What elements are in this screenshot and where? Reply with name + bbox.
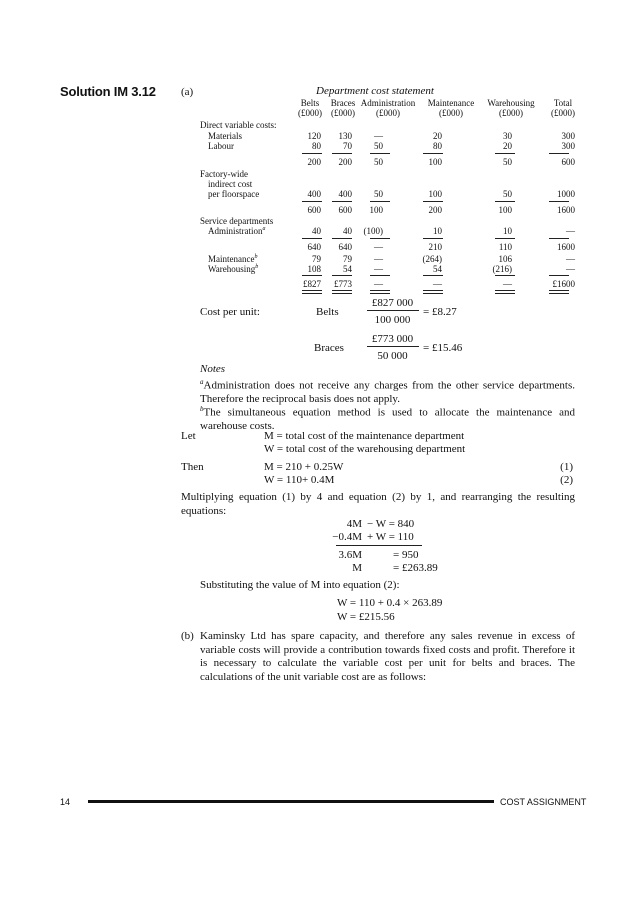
table-cell: 400 bbox=[307, 189, 321, 199]
braces-denominator: 50 000 bbox=[377, 350, 408, 362]
table-cell: 640 bbox=[338, 242, 352, 252]
belts-fraction-bar bbox=[367, 310, 419, 311]
part-a-label: (a) bbox=[181, 86, 194, 98]
subtotal-rule bbox=[549, 153, 569, 154]
section-service-departments: Service departments bbox=[200, 216, 274, 226]
total-double-rule bbox=[332, 290, 352, 294]
solve-line4-left: M bbox=[352, 562, 362, 574]
subtotal-rule bbox=[495, 275, 515, 276]
solve-sum-rule bbox=[336, 545, 422, 546]
table-cell: 100 bbox=[428, 189, 442, 199]
cost-per-unit-label: Cost per unit: bbox=[200, 306, 260, 318]
table-cell: 80 bbox=[433, 141, 442, 151]
table-cell: 200 bbox=[428, 205, 442, 215]
solution-heading: Solution IM 3.12 bbox=[60, 84, 156, 99]
table-cell: (264) bbox=[422, 254, 442, 264]
footer-rule bbox=[88, 800, 494, 803]
let-label: Let bbox=[181, 430, 196, 442]
table-cell: 106 bbox=[498, 254, 512, 264]
table-cell: 50 bbox=[503, 157, 512, 167]
table-cell: 600 bbox=[561, 157, 575, 167]
table-cell: 640 bbox=[307, 242, 321, 252]
total-double-rule bbox=[423, 290, 443, 294]
table-cell: 50 bbox=[374, 157, 383, 167]
table-cell: £827 bbox=[303, 279, 321, 289]
table-cell: — bbox=[566, 264, 575, 274]
table-cell: 79 bbox=[312, 254, 321, 264]
solve-line2-left: −0.4M bbox=[332, 531, 362, 543]
part-b-label: (b) bbox=[181, 630, 194, 642]
braces-numerator: £773 000 bbox=[371, 333, 414, 345]
m-definition: M = total cost of the maintenance department bbox=[264, 430, 465, 442]
row-label-floorspace: per floorspace bbox=[208, 189, 260, 199]
table-cell: — bbox=[374, 242, 383, 252]
table-cell: 1000 bbox=[557, 189, 575, 199]
table-cell: 50 bbox=[503, 189, 512, 199]
braces-result: = £15.46 bbox=[423, 342, 463, 354]
multiply-text: Multiplying equation (1) by 4 and equation (2) by 1, and rearranging the resulting equations: bbox=[181, 491, 575, 517]
w-definition: W = total cost of the warehousing department bbox=[264, 443, 466, 455]
belts-result: = £8.27 bbox=[423, 306, 457, 318]
belts-label: Belts bbox=[316, 306, 339, 318]
table-cell: 20 bbox=[433, 131, 442, 141]
table-cell: 130 bbox=[338, 131, 352, 141]
total-double-rule bbox=[370, 290, 390, 294]
solve-line2-right: + W = 110 bbox=[367, 531, 414, 543]
subtotal-rule bbox=[423, 238, 443, 239]
subtotal-rule bbox=[302, 238, 322, 239]
table-cell: 300 bbox=[561, 141, 575, 151]
table-cell: 10 bbox=[503, 226, 512, 236]
table-cell: 20 bbox=[503, 141, 512, 151]
subtotal-rule bbox=[549, 275, 569, 276]
table-cell: 79 bbox=[343, 254, 352, 264]
subtotal-rule bbox=[423, 153, 443, 154]
subtotal-rule bbox=[495, 201, 515, 202]
subtotal-rule bbox=[332, 238, 352, 239]
table-cell: 108 bbox=[307, 264, 321, 274]
table-cell: 300 bbox=[561, 131, 575, 141]
table-cell: 120 bbox=[307, 131, 321, 141]
subtotal-rule bbox=[549, 201, 569, 202]
table-cell: — bbox=[433, 279, 442, 289]
col-unit-administration: (£000) bbox=[376, 108, 400, 118]
page-number: 14 bbox=[60, 797, 71, 807]
table-cell: 600 bbox=[307, 205, 321, 215]
subtotal-rule bbox=[332, 153, 352, 154]
equation-2: W = 110+ 0.4M bbox=[264, 474, 335, 486]
table-cell: 10 bbox=[433, 226, 442, 236]
footer-section-title: COST ASSIGNMENT bbox=[500, 797, 587, 807]
col-unit-warehousing: (£000) bbox=[499, 108, 523, 118]
col-header-total: Total bbox=[553, 98, 573, 108]
subtotal-rule bbox=[495, 153, 515, 154]
table-cell: £1600 bbox=[552, 279, 575, 289]
table-cell: — bbox=[566, 254, 575, 264]
subtotal-rule bbox=[370, 201, 390, 202]
col-unit-total: (£000) bbox=[551, 108, 575, 118]
section-factory-wide: Factory-wide bbox=[200, 169, 248, 179]
col-header-warehousing: Warehousing bbox=[487, 98, 535, 108]
col-header-belts: Belts bbox=[300, 98, 320, 108]
substituting-text: Substituting the value of M into equation (2): bbox=[200, 579, 400, 591]
subtotal-rule bbox=[332, 201, 352, 202]
subtotal-rule bbox=[302, 275, 322, 276]
table-cell: — bbox=[374, 279, 383, 289]
table-cell: 400 bbox=[338, 189, 352, 199]
solve-line3-left: 3.6M bbox=[338, 549, 362, 561]
table-cell: (100) bbox=[363, 226, 383, 236]
table-cell: 40 bbox=[343, 226, 352, 236]
w-calculation-1: W = 110 + 0.4 × 263.89 bbox=[337, 597, 443, 609]
subtotal-rule bbox=[495, 238, 515, 239]
col-unit-maintenance: (£000) bbox=[439, 108, 463, 118]
row-label-administration: Administration$^a$ bbox=[208, 226, 266, 236]
belts-numerator: £827 000 bbox=[371, 297, 414, 309]
table-cell: 200 bbox=[338, 157, 352, 167]
note-a: $^a$Administration does not receive any charges from the other service departments. Therefore the reciprocal basis does not apply. bbox=[200, 378, 575, 406]
col-header-administration: Administration bbox=[360, 98, 416, 108]
part-b-text: Kaminsky Ltd has spare capacity, and therefore any sales revenue in excess of variable costs will provide a contribution towards fixed costs and profit. Therefore it is necessary to calculate the variable cost per unit for belts and braces. The calculations of the unit variable cost are as follows: bbox=[200, 630, 575, 683]
table-cell: 30 bbox=[503, 131, 512, 141]
subtotal-rule bbox=[423, 275, 443, 276]
braces-fraction-bar bbox=[367, 346, 419, 347]
subtotal-rule bbox=[549, 238, 569, 239]
solve-line1-left: 4M bbox=[346, 518, 362, 530]
table-cell: 200 bbox=[307, 157, 321, 167]
statement-title: Department cost statement bbox=[316, 85, 434, 97]
solve-line4-right: = £263.89 bbox=[393, 562, 438, 574]
table-cell: — bbox=[503, 279, 512, 289]
row-label-labour: Labour bbox=[208, 141, 234, 151]
subtotal-rule bbox=[370, 275, 390, 276]
table-cell: £773 bbox=[334, 279, 352, 289]
table-cell: 50 bbox=[374, 189, 383, 199]
table-cell: 1600 bbox=[557, 242, 575, 252]
col-header-braces: Braces bbox=[330, 98, 356, 108]
table-cell: 100 bbox=[428, 157, 442, 167]
table-cell: — bbox=[374, 264, 383, 274]
subtotal-rule bbox=[302, 201, 322, 202]
subtotal-rule bbox=[423, 201, 443, 202]
table-cell: — bbox=[374, 254, 383, 264]
row-label-materials: Materials bbox=[208, 131, 242, 141]
then-label: Then bbox=[181, 461, 204, 473]
section-indirect-cost: indirect cost bbox=[208, 179, 253, 189]
subtotal-rule bbox=[370, 238, 390, 239]
belts-denominator: 100 000 bbox=[374, 314, 411, 326]
table-cell: 210 bbox=[428, 242, 442, 252]
w-calculation-2: W = £215.56 bbox=[337, 611, 395, 623]
table-cell: 600 bbox=[338, 205, 352, 215]
col-unit-belts: (£000) bbox=[298, 108, 322, 118]
note-b: $^b$The simultaneous equation method is used to allocate the maintenance and warehouse costs. bbox=[200, 405, 575, 433]
equation-2-number: (2) bbox=[560, 474, 573, 486]
braces-label: Braces bbox=[314, 342, 344, 354]
solve-line3-right: = 950 bbox=[393, 549, 419, 561]
total-double-rule bbox=[495, 290, 515, 294]
subtotal-rule bbox=[332, 275, 352, 276]
equation-1-number: (1) bbox=[560, 461, 573, 473]
col-header-maintenance: Maintenance bbox=[427, 98, 475, 108]
section-direct-variable-costs: Direct variable costs: bbox=[200, 120, 277, 130]
table-cell: — bbox=[374, 131, 383, 141]
total-double-rule bbox=[302, 290, 322, 294]
table-cell: 70 bbox=[343, 141, 352, 151]
notes-title: Notes bbox=[200, 363, 226, 375]
table-cell: 50 bbox=[374, 141, 383, 151]
table-cell: 40 bbox=[312, 226, 321, 236]
table-cell: 54 bbox=[433, 264, 442, 274]
subtotal-rule bbox=[302, 153, 322, 154]
table-cell: — bbox=[566, 226, 575, 236]
solve-line1-right: − W = 840 bbox=[367, 518, 415, 530]
table-cell: 80 bbox=[312, 141, 321, 151]
table-cell: 54 bbox=[343, 264, 352, 274]
table-cell: 100 bbox=[369, 205, 383, 215]
table-cell: (216) bbox=[492, 264, 512, 274]
subtotal-rule bbox=[370, 153, 390, 154]
equation-1: M = 210 + 0.25W bbox=[264, 461, 344, 473]
table-cell: 100 bbox=[498, 205, 512, 215]
total-double-rule bbox=[549, 290, 569, 294]
col-unit-braces: (£000) bbox=[331, 108, 355, 118]
row-label-warehousing: Warehousing$^b$ bbox=[208, 264, 259, 274]
table-cell: 110 bbox=[498, 242, 512, 252]
table-cell: 1600 bbox=[557, 205, 575, 215]
row-label-maintenance: Maintenance$^b$ bbox=[208, 254, 258, 264]
